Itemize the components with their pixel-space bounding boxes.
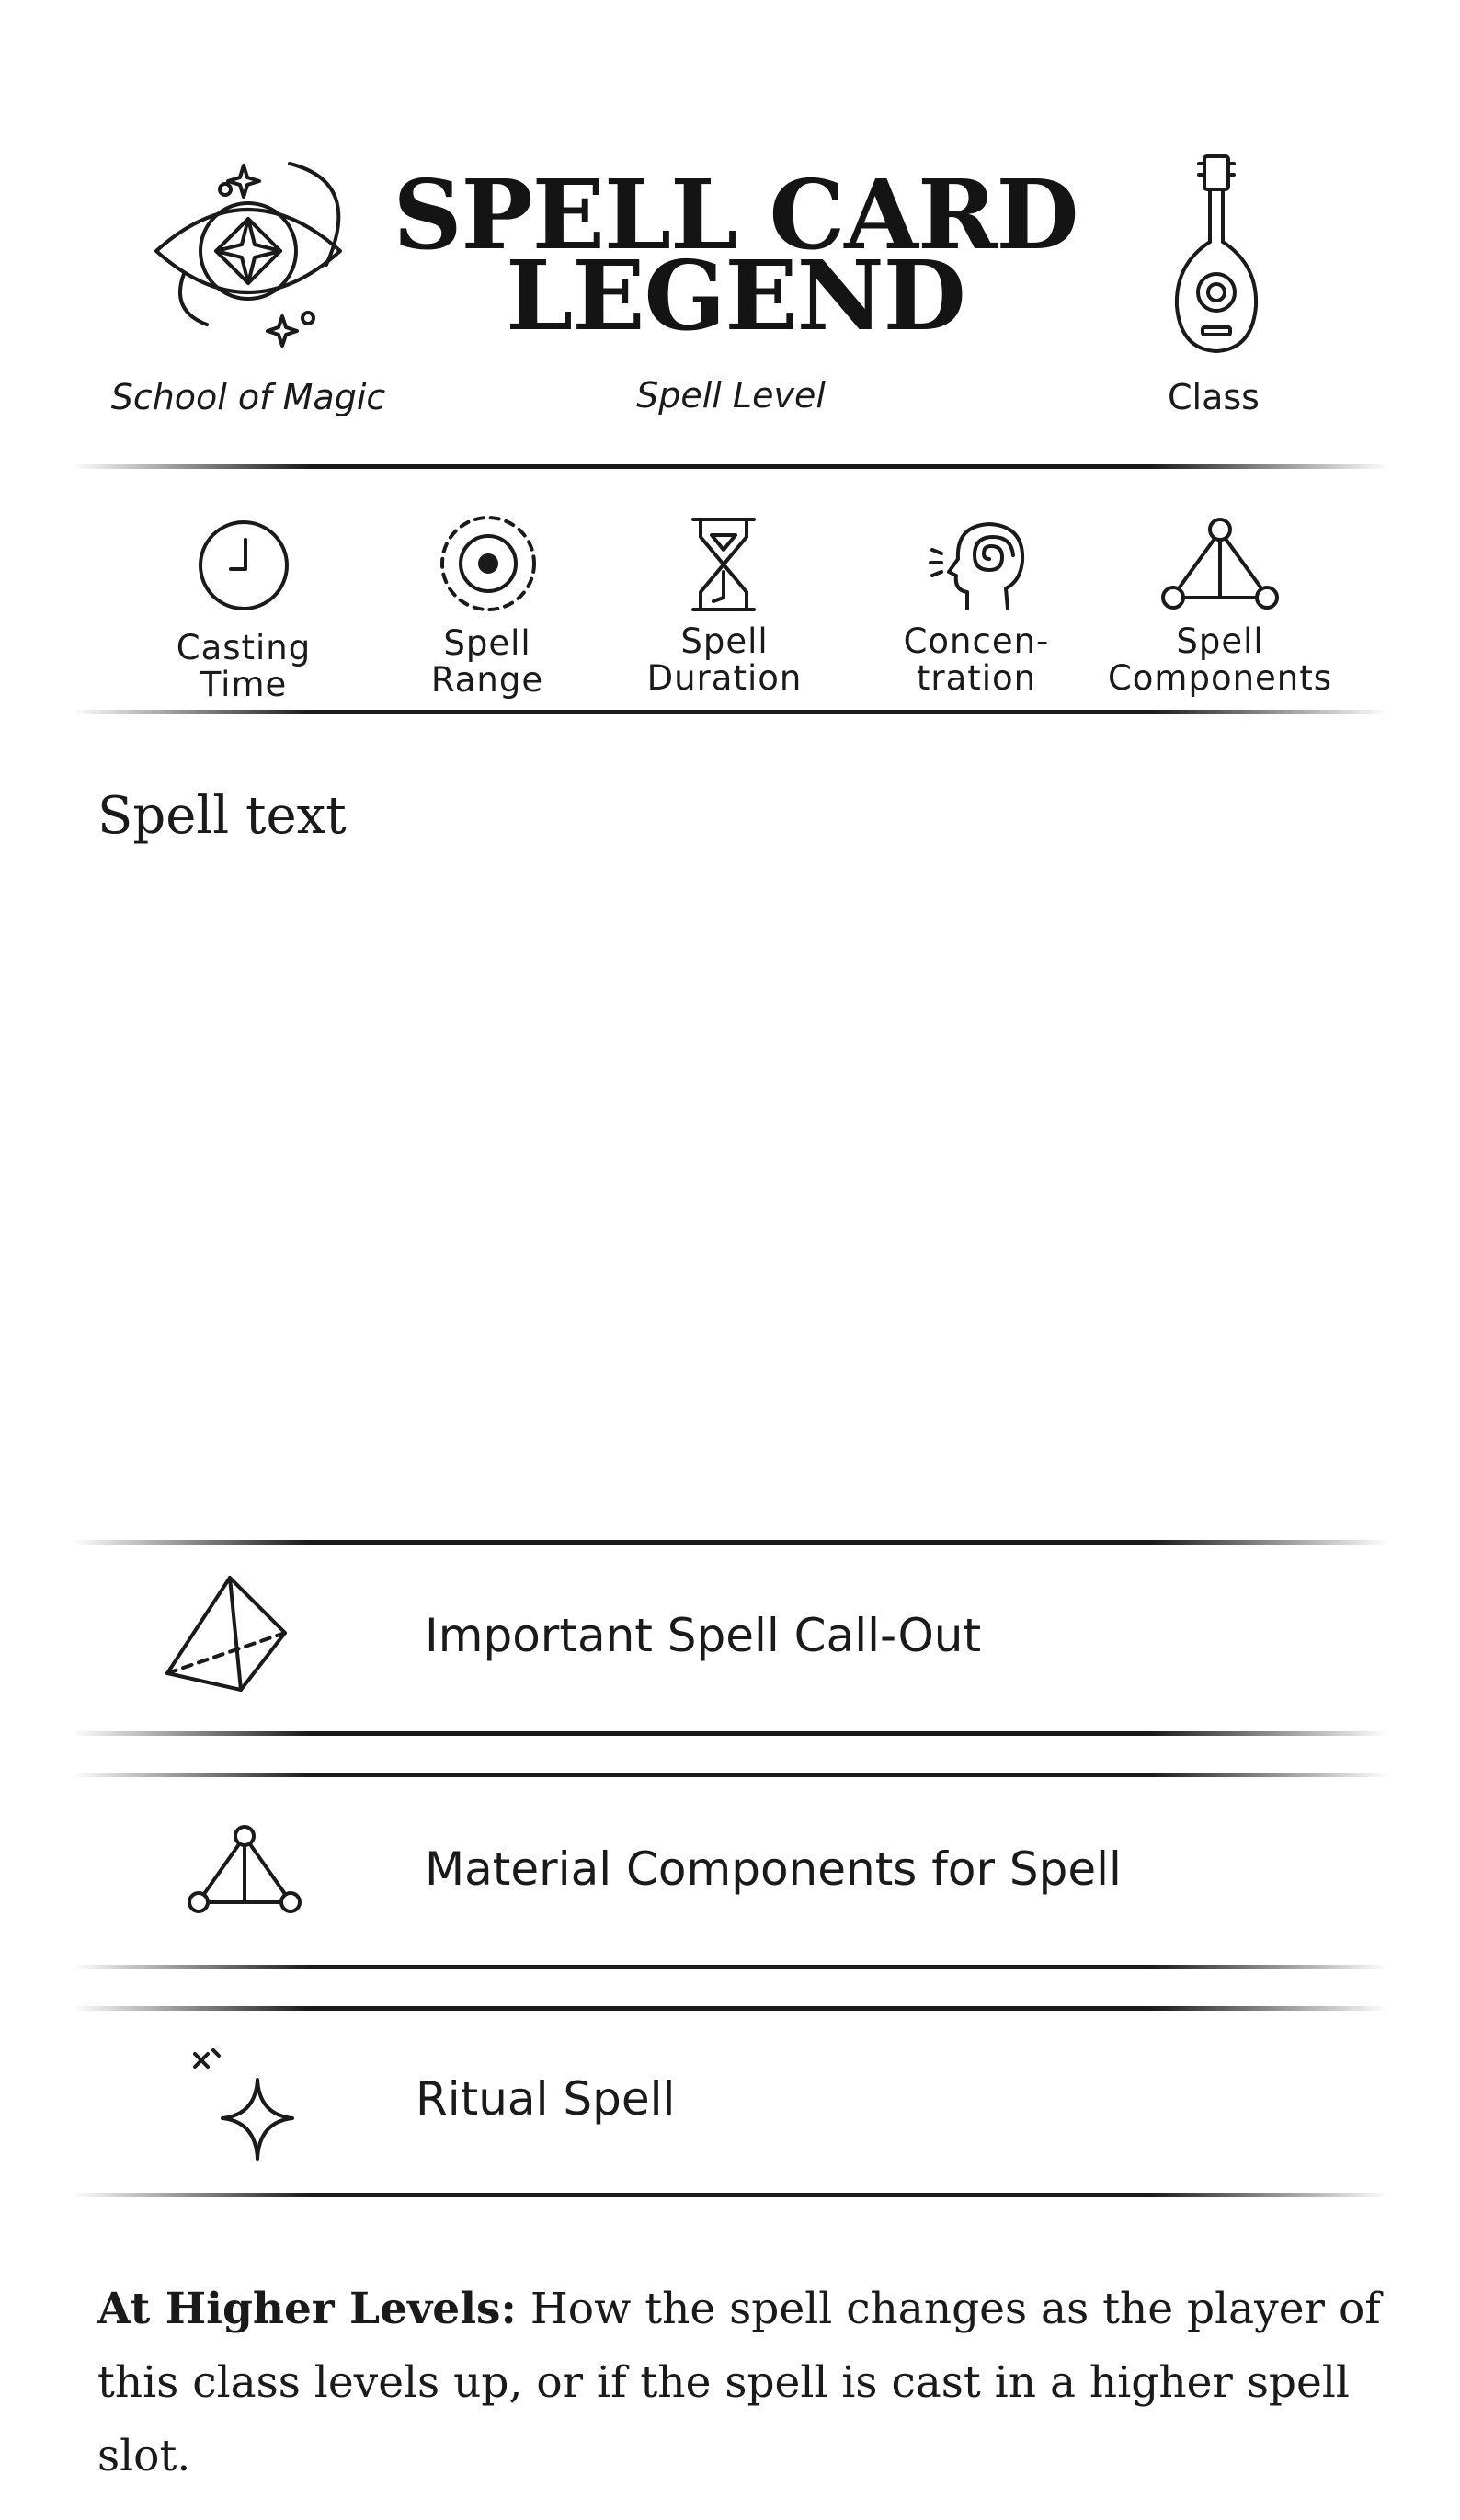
callout-divider-bottom-3 <box>72 2193 1388 2197</box>
triangle-nodes-icon <box>1160 517 1280 612</box>
higher-levels-paragraph <box>97 2273 1403 2493</box>
stat-line-1: Spell <box>443 623 531 663</box>
stat-line-1: Casting <box>176 628 312 667</box>
stat-line-2: Range <box>430 660 544 700</box>
callout-divider-top-3 <box>72 2006 1388 2011</box>
eye-sparkle-icon <box>152 154 345 348</box>
head-spiral-icon <box>929 517 1030 612</box>
stats-divider <box>72 710 1388 714</box>
clock-icon <box>198 519 290 611</box>
stat-line-1: Spell <box>1176 621 1264 661</box>
triangle-nodes-icon <box>188 1825 302 1915</box>
sparkle-icon <box>191 2050 296 2161</box>
header-divider <box>72 464 1388 469</box>
title-line-1: SPELL CARD <box>393 158 1078 271</box>
hourglass-icon <box>691 517 756 612</box>
page-title <box>386 158 1085 352</box>
stat-line-1: Spell <box>680 621 769 661</box>
callout-important: Important Spell Call-Out <box>425 1609 982 1662</box>
callout-material-components: Material Components for Spell <box>425 1842 1122 1896</box>
callout-divider-bottom-2 <box>72 1965 1388 1969</box>
school-of-magic-label: School of Magic <box>110 377 386 417</box>
higher-levels-label: At Higher Levels: <box>97 2284 517 2334</box>
title-line-2: LEGEND <box>506 239 965 352</box>
spell-level-label: Spell Level <box>636 375 826 416</box>
stat-spell-duration <box>614 623 835 697</box>
callout-divider-bottom-1 <box>72 1731 1388 1736</box>
callout-divider-top-1 <box>72 1540 1388 1545</box>
stat-line-2: tration <box>916 658 1037 698</box>
callout-ritual-spell: Ritual Spell <box>416 2072 676 2126</box>
lute-icon <box>1166 154 1267 357</box>
stat-spell-components <box>1091 623 1349 697</box>
stat-casting-time <box>133 630 354 703</box>
callout-divider-top-2 <box>72 1773 1388 1777</box>
target-icon <box>439 515 537 612</box>
stat-line-2: Duration <box>646 658 803 698</box>
crystal-icon <box>164 1574 289 1693</box>
higher-levels-text: How the spell changes as the player of this class levels up, or if the spell is cast in a higher spell slot. <box>97 2284 1381 2481</box>
spell-text: Spell text <box>97 786 347 846</box>
stat-concentration <box>866 623 1087 697</box>
class-label: Class <box>1168 377 1260 417</box>
stat-line-2: Time <box>200 665 288 704</box>
stat-line-1: Concen- <box>903 621 1050 661</box>
stat-spell-range <box>377 625 598 699</box>
stat-line-2: Components <box>1107 658 1333 698</box>
